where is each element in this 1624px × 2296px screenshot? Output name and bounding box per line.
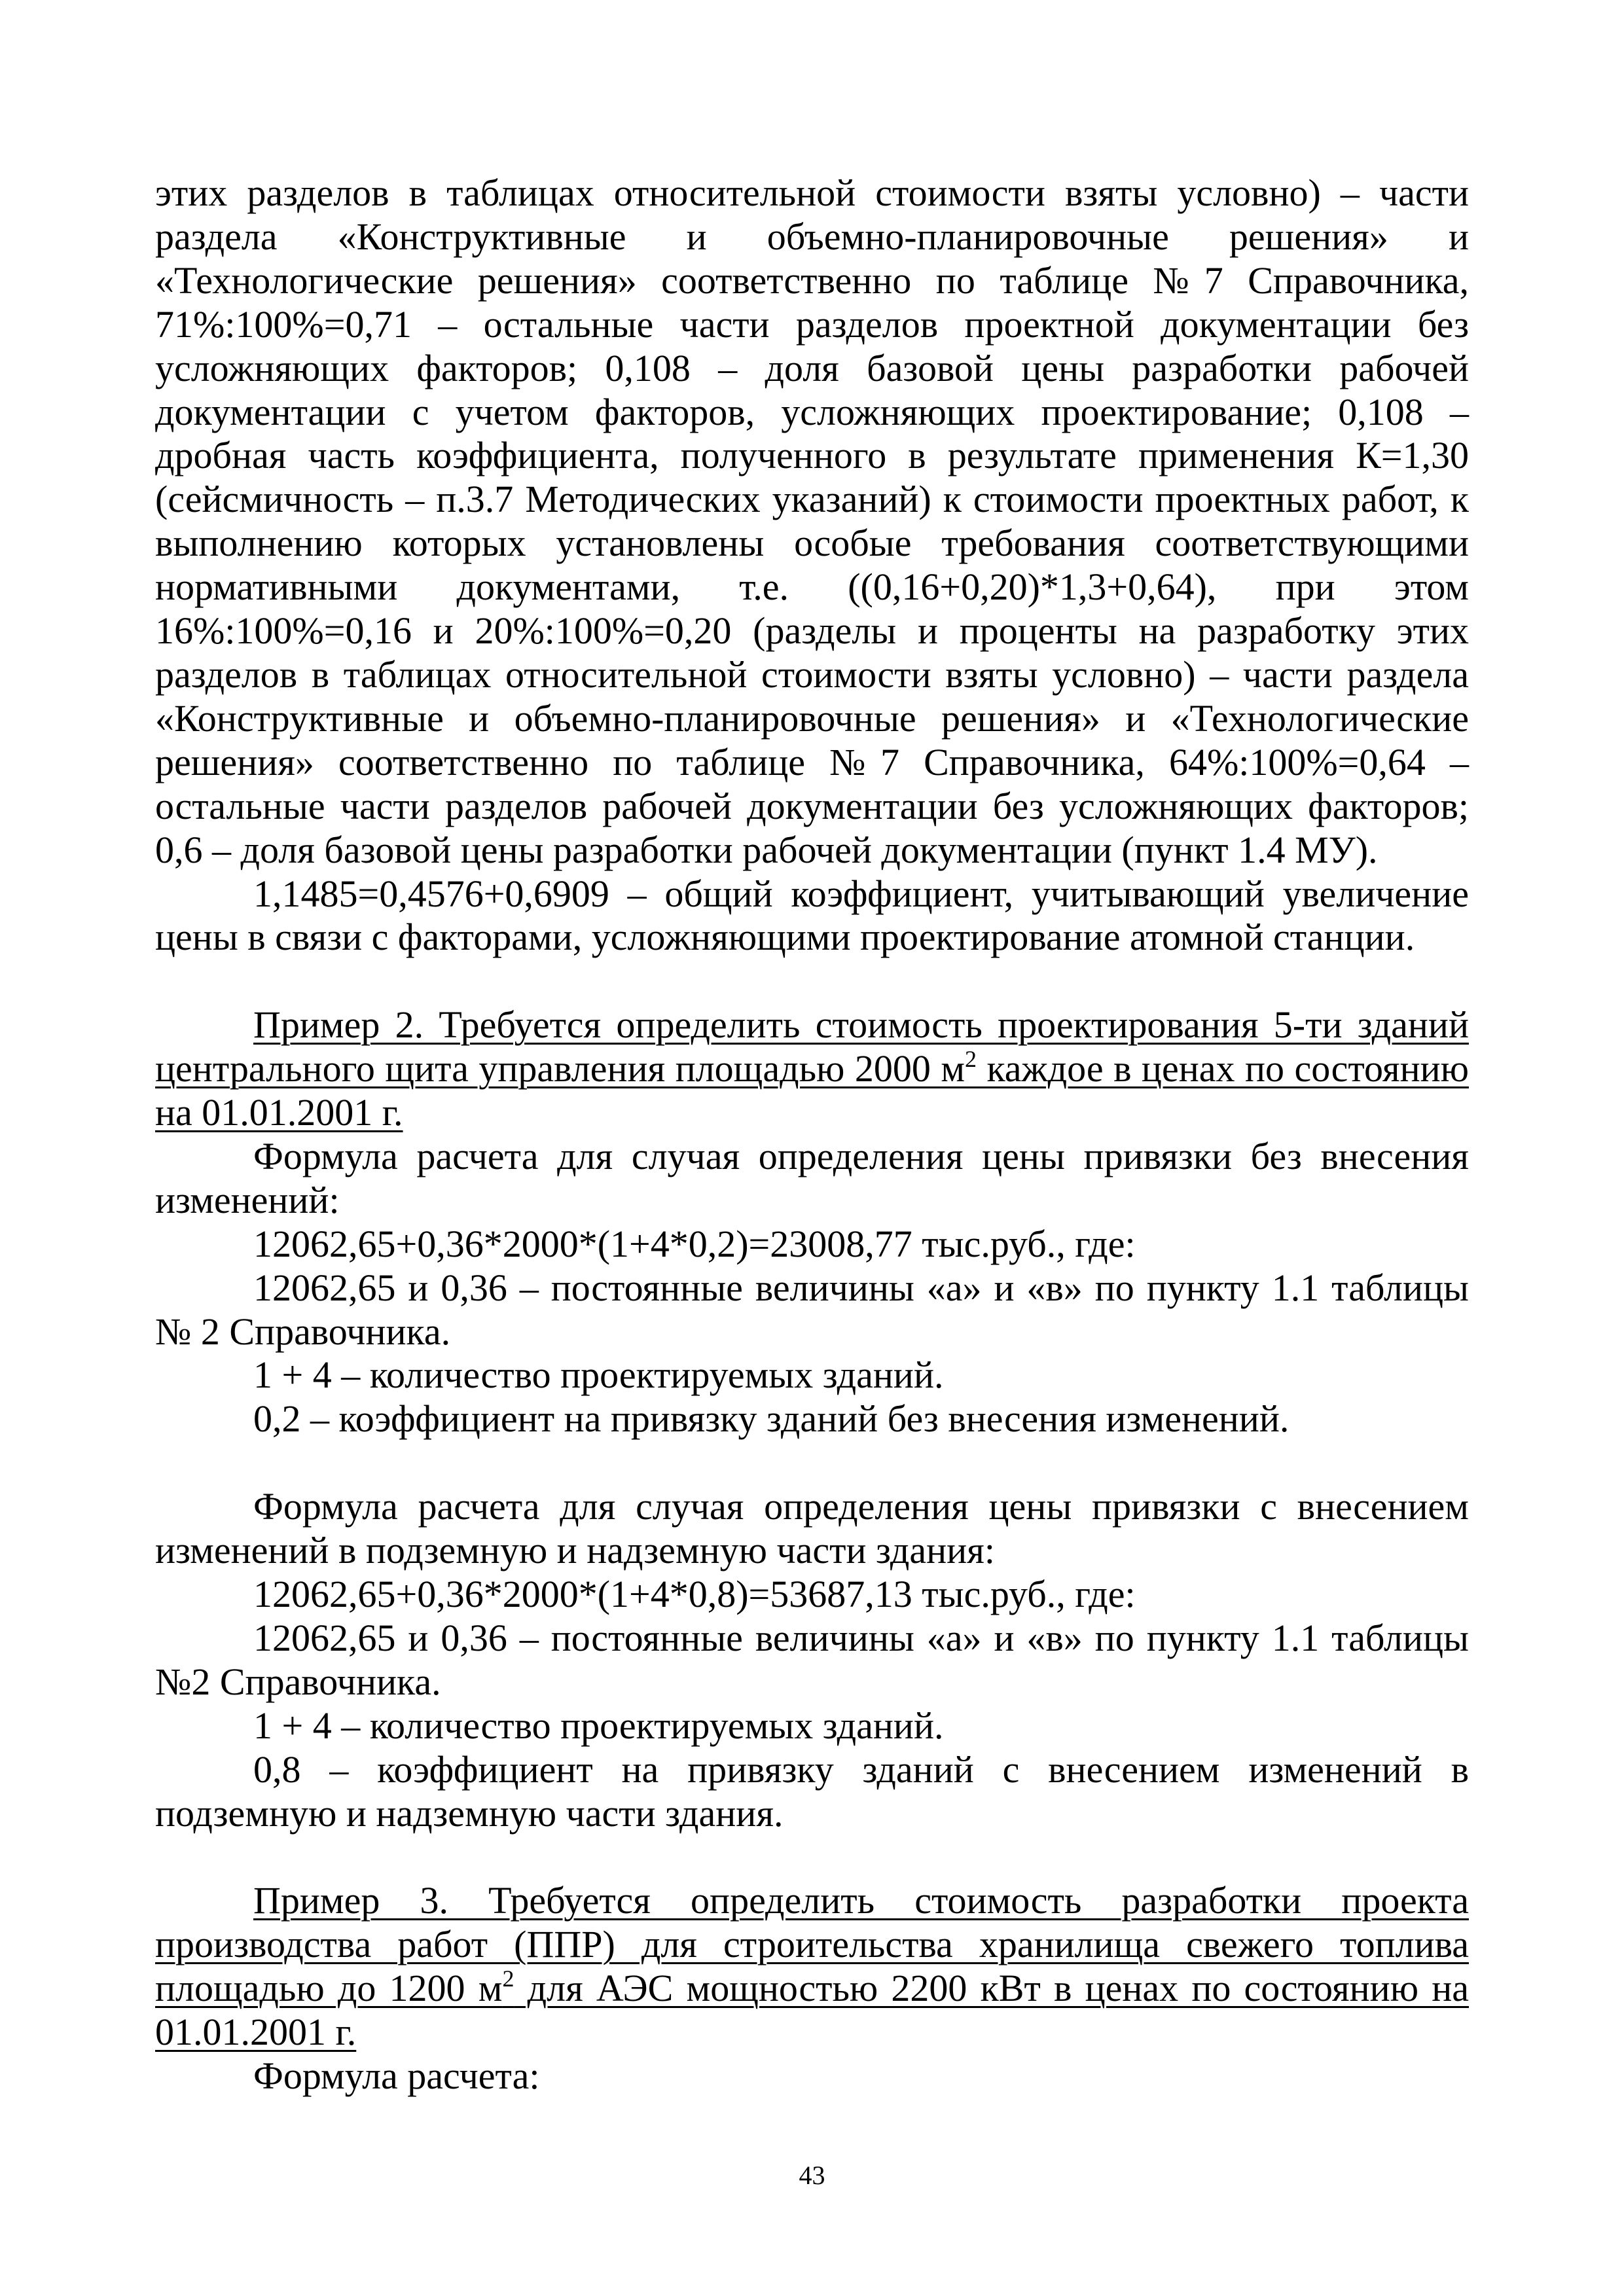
buildings-count-explanation: 1 + 4 – количество проектируемых зданий. xyxy=(253,1354,944,1397)
example-3-heading-text: Пример 3. Требуется определить стоимость разработки проекта производства работ (ППР) для строительства хранилища свежего топлива площадью до 1200 м xyxy=(155,1879,1469,2010)
page-number: 43 xyxy=(799,2161,825,2190)
coefficient-no-changes-explanation: 0,2 – коэффициент на привязку зданий без внесения изменений. xyxy=(253,1397,1290,1441)
paragraph-spacer xyxy=(155,1441,1469,1485)
paragraph-spacer xyxy=(155,960,1469,1003)
example-2-heading xyxy=(155,1003,1469,1135)
coefficient-with-changes-explanation: 0,8 – коэффициент на привязку зданий с внесением изменений в подземную и надземную части здания. xyxy=(155,1748,1469,1835)
example-2-heading-text: Пример 2. Требуется определить стоимость проектирования 5-ти зданий центрального щита управления площадью 2000 м xyxy=(155,1003,1469,1090)
formula-with-changes: 12062,65+0,36*2000*(1+4*0,8)=53687,13 тыс.руб., где: xyxy=(253,1572,1136,1615)
example-2-heading-text-end: каждое в ценах по состоянию на 01.01.2001 г. xyxy=(155,1047,1469,1134)
example-3-heading-text-end: для АЭС мощностью 2200 кВт в ценах по состоянию на 01.01.2001 г. xyxy=(155,1967,1469,2054)
square-meter-superscript: 2 xyxy=(965,1046,977,1073)
paragraph-total-coefficient: 1,1485=0,4576+0,6909 – общий коэффициент, учитывающий увеличение цены в связи с факторами, усложняющими проектирование атомной станции. xyxy=(155,872,1469,959)
example-3-heading xyxy=(155,1879,1469,2054)
paragraph-spacer xyxy=(155,1835,1469,1879)
formula-constants-explanation: 12062,65 и 0,36 – постоянные величины «а» и «в» по пункту 1.1 таблицы № 2 Справочника. xyxy=(155,1266,1469,1353)
document-page-body xyxy=(155,171,1469,2098)
buildings-count-explanation-2: 1 + 4 – количество проектируемых зданий. xyxy=(253,1704,944,1747)
formula-intro-example-3: Формула расчета: xyxy=(253,2054,540,2097)
formula-constants-explanation-2: 12062,65 и 0,36 – постоянные величины «а» и «в» по пункту 1.1 таблицы №2 Справочника. xyxy=(155,1616,1469,1703)
formula-no-changes: 12062,65+0,36*2000*(1+4*0,2)=23008,77 тыс.руб., где: xyxy=(253,1222,1136,1265)
formula-intro-with-changes: Формула расчета для случая определения цены привязки с внесением изменений в подземную и надземную части здания: xyxy=(155,1485,1469,1572)
formula-intro-no-changes: Формула расчета для случая определения цены привязки без внесения изменений: xyxy=(155,1134,1469,1221)
square-meter-superscript: 2 xyxy=(502,1965,514,1992)
paragraph-coefficient-explanation: этих разделов в таблицах относительной стоимости взяты условно) – части раздела «Конструктивные и объемно-планировочные решения» и «Технологические решения» соответственно по таблице №7 Справочника, 71%:100%=0,71 – остальные части разделов проектной документации без усложняющих факторов; 0,108 – доля базовой цены разработки рабочей документации с учетом факторов, усложняющих проектирование; 0,108 – дробная часть коэффициента, полученного в результате применения К=1,30 (сейсмичность – п.3.7 Методических указаний) к стоимости проектных работ, к выполнению которых установлены особые требования соответствующими нормативными документами, т.е. ((0,16+0,20)*1,3+0,64), при этом 16%:100%=0,16 и 20%:100%=0,20 (разделы и проценты на разработку этих разделов в таблицах относительной стоимости взяты условно) – части раздела «Конструктивные и объемно-планировочные решения» и «Технологические решения» соответственно по таблице №7 Справочника, 64%:100%=0,64 – остальные части разделов рабочей документации без усложняющих факторов; 0,6 – доля базовой цены разработки рабочей документации (пункт 1.4 МУ). xyxy=(155,171,1469,871)
